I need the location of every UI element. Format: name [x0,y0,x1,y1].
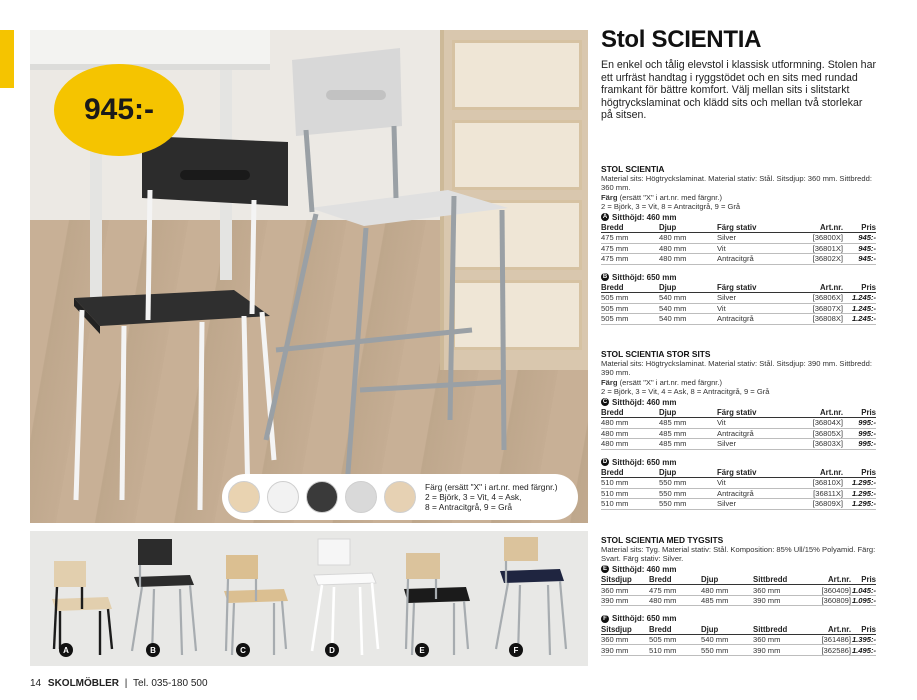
table-cell: 390 mm [601,595,649,606]
table-cell: [36800X] [793,233,843,244]
seat-height-label: Sitthöjd: 460 mm [612,564,677,574]
table-cell: 360 mm [753,585,813,596]
page-footer: 14 SKOLMÖBLER | Tel. 035-180 500 [30,678,208,689]
column-header: Djup [701,575,753,585]
table-row [601,488,876,499]
table-cell: Antracitgrå [717,488,793,499]
swatch-anthracite [306,481,338,513]
table-cell: [36806X] [793,293,843,304]
table-row [601,595,876,606]
column-header: Färg stativ [717,408,793,418]
swatch-legend-line: Färg (ersätt "X" i art.nr. med färgnr.) [425,482,558,492]
section-scientia-stor-sits [601,349,876,510]
swatch-birch [228,481,260,513]
column-header: Art.nr. [813,575,851,585]
table-row [601,418,876,429]
table-row [601,303,876,314]
column-header: Bredd [649,624,701,634]
section-description: Material sits: Högtryckslaminat. Material stativ: Stål. Sitsdjup: 360 mm. Sittbredd: 360 mm. [601,174,872,193]
table-cell: 475 mm [601,233,659,244]
color-label: Färg [601,192,618,202]
column-header: Art.nr. [813,624,851,634]
color-instruction: (ersätt "X" i art.nr. med färgnr.) [617,192,723,202]
variant-letter-badge: E [415,643,429,657]
column-header: Art.nr. [793,283,843,293]
footer-section: SKOLMÖBLER [47,678,120,689]
seat-height-heading [601,614,876,623]
table-cell: 510 mm [601,478,659,489]
table-cell: Silver [717,293,793,304]
table-cell: [362586] [813,645,851,656]
table-cell: 360 mm [601,585,649,596]
table-cell: Vit [717,303,793,314]
column-header: Bredd [649,575,701,585]
variant-letter-badge: A [59,643,73,657]
table-cell: 540 mm [701,634,753,645]
column-header: Art.nr. [793,468,843,478]
table-cell: 485 mm [701,595,753,606]
section-title: STOL SCIENTIA MED TYGSITS [601,535,724,545]
table-cell: 505 mm [601,293,659,304]
table-cell: [36805X] [793,428,843,439]
variant-letter-icon: E [602,566,607,573]
section-marker [0,30,14,88]
table-cell: 550 mm [701,645,753,656]
intro-paragraph: En enkel och tålig elevstol i klassisk utformning. Stolen har ett urfräst handtag i ryggstödet och en sits med rundad framkant för bättre komfort. Välj mellan sits i slitstarkt högtryckslaminat och klädd sits och mellan två storlekar på sitsen. [601,59,876,122]
section-scientia [601,164,876,325]
swatch-legend [425,482,558,512]
column-header: Pris [851,624,876,634]
table-row [601,645,876,656]
price-cell: 1.245:- [843,293,876,304]
table-row [601,439,876,450]
column-header: Art.nr. [793,408,843,418]
table-cell: 480 mm [601,428,659,439]
table-cell: 540 mm [659,303,717,314]
table-cell: [360809] [813,595,851,606]
table-cell: Vit [717,243,793,254]
variant-letter-badge: C [236,643,250,657]
table-row [601,428,876,439]
swatch-legend-line: 8 = Antracitgrå, 9 = Grå [425,502,513,512]
column-header: Djup [659,468,717,478]
variant-letter-badge: B [146,643,160,657]
table-cell: 510 mm [649,645,701,656]
column-header: Pris [843,223,876,233]
price-cell: 1.295:- [843,478,876,489]
table-cell: 540 mm [659,293,717,304]
column-header: Pris [851,575,876,585]
section-description: Material sits: Högtryckslaminat. Material stativ: Stål. Sitsdjup: 390 mm. Sittbredd: 390 mm. [601,359,872,378]
seat-height-heading [601,273,876,282]
column-header: Färg stativ [717,468,793,478]
price-cell: 945:- [843,233,876,244]
table-cell: Silver [717,233,793,244]
column-header: Bredd [601,283,659,293]
price-cell: 1.295:- [843,488,876,499]
table-row [601,634,876,645]
table-cell: 510 mm [601,488,659,499]
seat-height-heading [601,213,876,222]
swatch-grey [345,481,377,513]
table-cell: 390 mm [753,645,813,656]
column-header: Bredd [601,223,659,233]
section-scientia-tygsits [601,535,876,656]
table-row [601,585,876,596]
column-header: Pris [843,283,876,293]
section-title: STOL SCIENTIA STOR SITS [601,349,711,359]
section-description: Material sits: Tyg. Material stativ: Stål. Komposition: 85% Ull/15% Polyamid. Färg: Svart. Färg stativ: Silver. [601,545,876,564]
table-cell: [36801X] [793,243,843,254]
seat-height-heading [601,458,876,467]
table-cell: 390 mm [753,595,813,606]
swatch-white [267,481,299,513]
swatch-ash [384,481,416,513]
table-cell: [36803X] [793,439,843,450]
color-values: 2 = Björk, 3 = Vit, 4 = Ask, 8 = Antracitgrå, 9 = Grå [601,387,770,397]
column-header: Art.nr. [793,223,843,233]
column-header: Sitsdjup [601,575,649,585]
price-cell: 1.245:- [843,303,876,314]
price-cell: 1.245:- [843,314,876,325]
seat-height-label: Sitthöjd: 650 mm [612,272,677,282]
price-table [601,223,876,265]
table-cell: Silver [717,439,793,450]
column-header: Sitsdjup [601,624,649,634]
table-cell: Antracitgrå [717,254,793,265]
color-instruction: (ersätt "X" i art.nr. med färgnr.) [617,377,723,387]
column-header: Djup [659,408,717,418]
table-cell: 485 mm [659,439,717,450]
footer-phone: Tel. 035-180 500 [133,678,208,689]
table-cell: [360409] [813,585,851,596]
table-cell: 550 mm [659,499,717,510]
column-header: Sittbredd [753,624,813,634]
price-table [601,408,876,450]
column-header: Pris [843,468,876,478]
table-cell: 475 mm [601,254,659,265]
page-number: 14 [30,678,42,689]
variant-strip [30,531,588,666]
color-swatch-panel [222,474,578,520]
table-cell: Antracitgrå [717,428,793,439]
column-header: Bredd [601,408,659,418]
table-cell: [361486] [813,634,851,645]
column-header: Färg stativ [717,283,793,293]
table-cell: [36810X] [793,478,843,489]
table-cell: 475 mm [601,243,659,254]
table-cell: 475 mm [649,585,701,596]
table-cell: 480 mm [601,439,659,450]
variant-chairs-illustration [30,531,588,666]
variant-letter-icon: C [602,399,608,406]
table-cell: Antracitgrå [717,314,793,325]
seat-height-heading [601,565,876,574]
table-cell: 480 mm [601,418,659,429]
color-label: Färg [601,377,618,387]
column-header: Pris [843,408,876,418]
table-cell: 550 mm [659,488,717,499]
table-cell: 360 mm [753,634,813,645]
table-row [601,293,876,304]
column-header: Sittbredd [753,575,813,585]
price-cell: 1.045:- [851,585,876,595]
table-cell: Silver [717,499,793,510]
table-cell: 480 mm [701,585,753,596]
price-table [601,624,876,656]
price-table [601,468,876,510]
price-table [601,575,876,607]
variant-letter-badge: D [325,643,339,657]
table-cell: 505 mm [649,634,701,645]
table-cell: 480 mm [659,254,717,265]
table-cell: 390 mm [601,645,649,656]
column-header: Djup [659,223,717,233]
table-cell: 505 mm [601,303,659,314]
table-cell: Vit [717,418,793,429]
variant-letter-icon: A [602,214,608,221]
table-cell: [36809X] [793,499,843,510]
table-cell: 480 mm [659,243,717,254]
variant-letter-badge: F [509,643,523,657]
table-cell: [36802X] [793,254,843,265]
table-cell: 360 mm [601,634,649,645]
variant-letter-icon: B [602,274,608,281]
column-header: Färg stativ [717,223,793,233]
table-cell: 550 mm [659,478,717,489]
price-cell: 1.395:- [851,635,876,645]
product-text [601,26,877,122]
column-header: Djup [659,283,717,293]
table-cell: [36807X] [793,303,843,314]
seat-height-label: Sitthöjd: 460 mm [612,212,677,222]
seat-height-label: Sitthöjd: 650 mm [612,614,677,624]
price-cell: 1.095:- [851,596,876,606]
color-values: 2 = Björk, 3 = Vit, 8 = Antracitgrå, 9 = Grå [601,202,741,212]
price-cell: 945:- [843,254,876,265]
column-header: Bredd [601,468,659,478]
variant-letter-icon: D [602,459,608,466]
table-cell: [36804X] [793,418,843,429]
price-cell: 995:- [843,428,876,439]
table-cell: 480 mm [649,595,701,606]
table-cell: [36808X] [793,314,843,325]
price-cell: 945:- [843,243,876,254]
table-row [601,478,876,489]
section-title: STOL SCIENTIA [601,164,665,174]
seat-height-label: Sitthöjd: 650 mm [612,457,677,467]
seat-height-label: Sitthöjd: 460 mm [612,397,677,407]
table-row [601,314,876,325]
price-cell: 1.295:- [843,499,876,510]
page-title: Stol SCIENTIA [601,26,762,53]
table-cell: 485 mm [659,418,717,429]
table-row [601,499,876,510]
price-cell: 1.495:- [851,645,876,655]
price-table [601,283,876,325]
table-row [601,254,876,265]
table-row [601,233,876,244]
table-cell: Vit [717,478,793,489]
table-cell: 505 mm [601,314,659,325]
color-info [601,378,876,387]
table-cell: [36811X] [793,488,843,499]
price-cell: 995:- [843,418,876,429]
seat-height-heading [601,398,876,407]
table-cell: 480 mm [659,233,717,244]
variant-letter-icon: F [601,615,609,623]
swatch-legend-line: 2 = Björk, 3 = Vit, 4 = Ask, [425,492,522,502]
price-badge: 945:- [54,64,184,156]
column-header: Djup [701,624,753,634]
table-cell: 485 mm [659,428,717,439]
table-cell: 510 mm [601,499,659,510]
table-row [601,243,876,254]
price-cell: 995:- [843,439,876,450]
color-info [601,193,876,202]
table-cell: 540 mm [659,314,717,325]
